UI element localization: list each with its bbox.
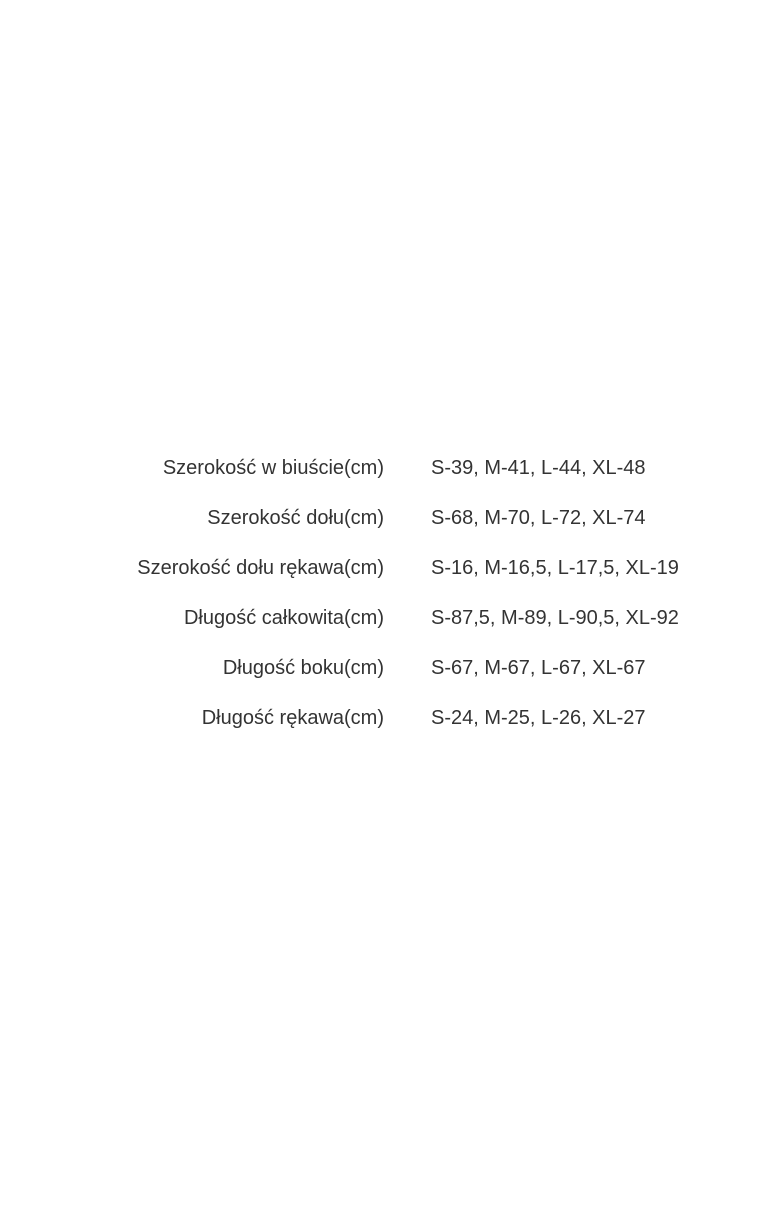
measurement-values: S-68, M-70, L-72, XL-74 bbox=[431, 507, 646, 529]
measurement-label: Szerokość dołu rękawa(cm) bbox=[137, 557, 384, 579]
measurement-label: Długość całkowita(cm) bbox=[183, 607, 384, 629]
size-row-side-length bbox=[0, 643, 780, 693]
size-row-sleeve-bottom-width bbox=[0, 543, 780, 593]
measurement-values: S-87,5, M-89, L-90,5, XL-92 bbox=[431, 607, 679, 629]
measurement-label: Szerokość dołu(cm) bbox=[207, 507, 384, 529]
measurement-label: Szerokość w biuście(cm) bbox=[162, 457, 384, 479]
size-row-total-length bbox=[0, 593, 780, 643]
measurement-values: S-39, M-41, L-44, XL-48 bbox=[431, 457, 646, 479]
size-row-sleeve-length bbox=[0, 693, 780, 743]
size-row-bust-width bbox=[0, 443, 780, 493]
size-row-bottom-width bbox=[0, 493, 780, 543]
measurement-values: S-24, M-25, L-26, XL-27 bbox=[431, 707, 646, 729]
measurement-label: Długość rękawa(cm) bbox=[201, 707, 384, 729]
size-table bbox=[0, 443, 780, 743]
measurement-label: Długość boku(cm) bbox=[222, 657, 384, 679]
measurement-values: S-67, M-67, L-67, XL-67 bbox=[431, 657, 646, 679]
measurement-values: S-16, M-16,5, L-17,5, XL-19 bbox=[431, 557, 679, 579]
